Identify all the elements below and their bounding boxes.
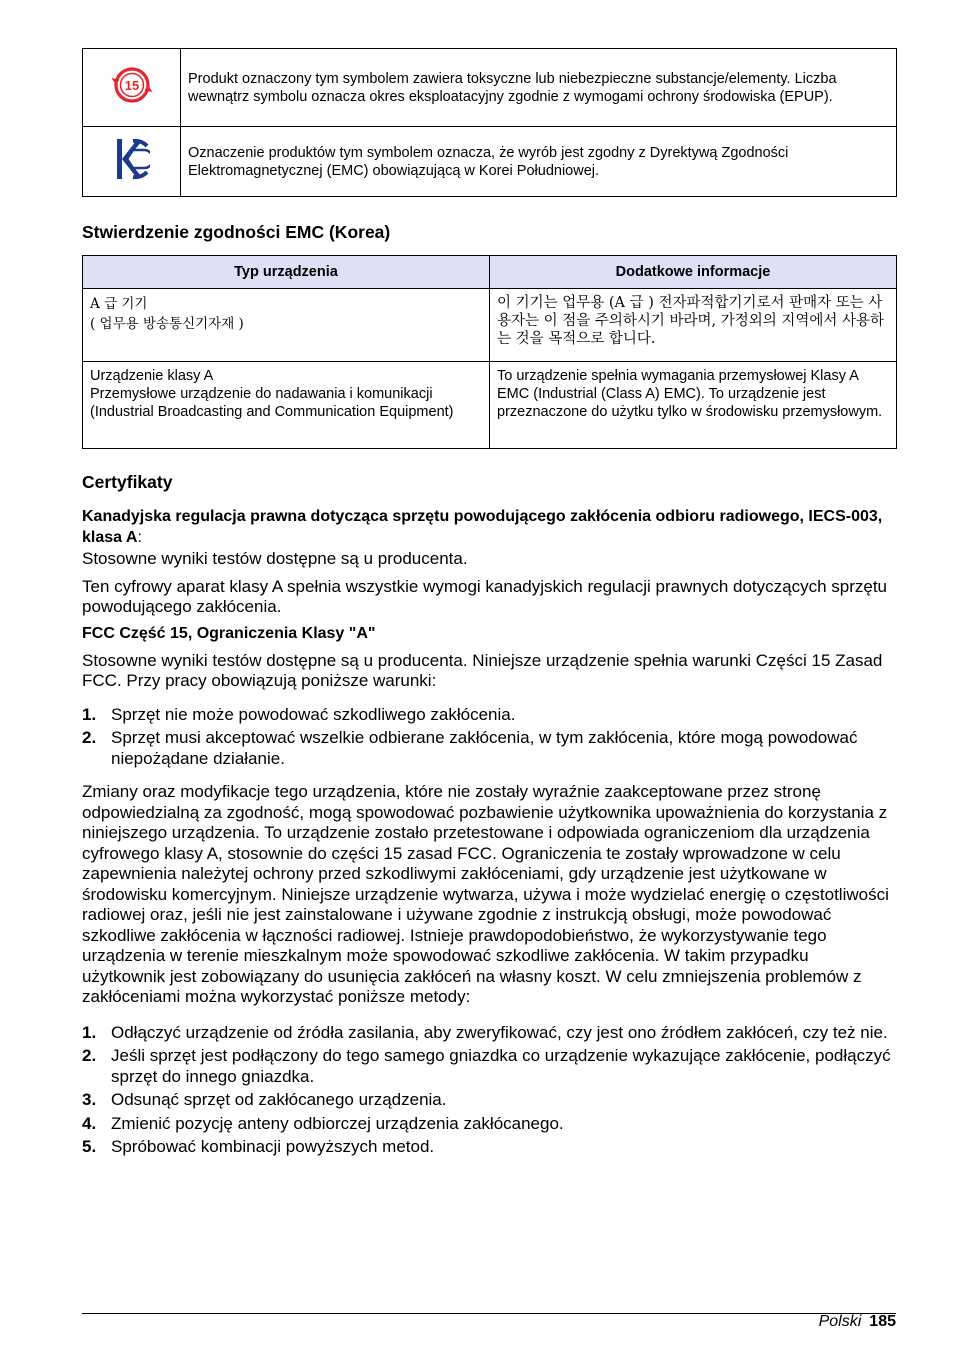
emc-table	[82, 255, 897, 449]
footer-divider	[82, 1313, 896, 1314]
canada-title	[82, 506, 896, 548]
device-type-line: Urządzenie klasy A	[90, 368, 214, 384]
list-number: 2.	[82, 1046, 97, 1065]
list-text: Odłączyć urządzenie od źródła zasilania, aby zweryfikować, czy jest ono źródłem zakłóceń, czy też nie.	[111, 1022, 888, 1042]
fcc-methods-list	[82, 1023, 896, 1158]
list-item	[82, 728, 896, 769]
section-title-cert: Certyfikaty	[82, 472, 173, 492]
list-text: Sprzęt nie może powodować szkodliwego zakłócenia.	[111, 704, 516, 724]
list-number: 2.	[82, 728, 97, 747]
symbols-table	[82, 48, 897, 197]
table-cell: To urządzenie spełnia wymagania przemysłowej Klasy A EMC (Industrial (Class A) EMC). To urządzenie jest przeznaczone do użytku tylko w środowisku przemysłowym.	[490, 362, 897, 449]
table-row	[83, 127, 897, 197]
canada-title-tail: :	[137, 529, 142, 546]
symbol-description: Produkt oznaczony tym symbolem zawiera toksyczne lub niebezpieczne substancje/elementy. Liczba wewnątrz symbolu oznacza okres eksploatacyjny zgodnie z wymogami ochrony środowiska (EPUP).	[181, 49, 897, 127]
list-item	[82, 705, 896, 726]
column-header: Typ urządzenia	[83, 256, 490, 289]
list-item	[82, 1090, 896, 1111]
table-cell: 이 기기는 업무용 (A 급 ) 전자파적합기기로서 판매자 또는 사용자는 이 점을 주의하시기 바라며, 가정외의 지역에서 사용하는 것을 목적으로 합니다.	[490, 289, 897, 362]
list-number: 3.	[82, 1090, 97, 1109]
list-number: 1.	[82, 704, 97, 724]
table-row	[83, 362, 897, 449]
list-number: 1.	[82, 1022, 97, 1042]
device-type-line: A 급 기기	[90, 296, 148, 312]
symbol-description: Oznaczenie produktów tym symbolem oznacza, że wyrób jest zgodny z Dyrektywą Zgodności Elektromagnetycznej (EMC) obowiązującą w Korei Południowej.	[181, 127, 897, 197]
symbol-cell	[83, 49, 181, 127]
kc-mark-icon	[114, 136, 150, 182]
list-item	[82, 1114, 896, 1135]
table-row	[83, 289, 897, 362]
document-page	[82, 48, 896, 1156]
epup-15-icon	[110, 63, 154, 107]
device-type-line: Przemysłowe urządzenie do nadawania i komunikacji (Industrial Broadcasting and Communication Equipment)	[90, 386, 454, 420]
list-text: Jeśli sprzęt jest podłączony do tego samego gniazdka co urządzenie wykazujące zakłócenie, podłączyć sprzęt do innego gniazdka.	[111, 1046, 891, 1086]
list-text: Spróbować kombinacji powyższych metod.	[111, 1137, 435, 1156]
epup-number: 15	[124, 78, 139, 93]
list-text: Zmienić pozycję anteny odbiorczej urządzenia zakłócanego.	[111, 1113, 564, 1133]
symbol-cell	[83, 127, 181, 197]
certificates-section	[82, 472, 896, 1161]
paragraph: Stosowne wyniki testów dostępne są u producenta.	[82, 549, 468, 568]
table-header-row	[83, 256, 897, 289]
paragraph: Zmiany oraz modyfikacje tego urządzenia, które nie zostały wyraźnie zaakceptowane przez stronę odpowiedzialną za zgodność, mogą spowodować pozbawienie użytkownika upoważnienia do korzystania z niniejszego urządzenia. To urządzenie zostało przetestowane i odpowiada ograniczeniom dla urządzenia cyfrowego klasy A, stosownie do części 15 zasad FCC. Ograniczenia te zostały wprowadzone w celu zapewnienia należytej ochrony przed szkodliwymi zakłóceniami, gdy urządzenie jest użytkowane w środowisku komercyjnym. Niniejsze urządzenie wytwarza, używa i może wydzielać energię o częstotliwości radiowej oraz, jeśli nie jest zainstalowane i używane zgodnie z instrukcją obsługi, może powodować szkodliwe zakłócenia w łączności radiowej. Istnieje prawdopodobieństwo, że wykorzystywanie tego urządzenia w terenie mieszkalnym może spowodować szkodliwe zakłócenia. W takim przypadku użytkownik jest zobowiązany do usunięcia zakłóceń na własny koszt. W celu zmniejszenia problemów z zakłóceniami można wykorzystać poniższe metody:	[82, 782, 889, 1006]
fcc-conditions-list	[82, 705, 896, 770]
list-item	[82, 1137, 896, 1158]
table-cell	[83, 362, 490, 449]
table-row	[83, 49, 897, 127]
list-item	[82, 1046, 896, 1087]
fcc-title: FCC Część 15, Ograniczenia Klasy "A"	[82, 624, 376, 642]
list-number: 5.	[82, 1137, 97, 1156]
paragraph: Stosowne wyniki testów dostępne są u producenta. Niniejsze urządzenie spełnia warunki Części 15 Zasad FCC. Przy pracy obowiązują poniższe warunki:	[82, 650, 883, 690]
page-number: 185	[869, 1313, 896, 1330]
device-type-line: ( 업무용 방송통신기자재 )	[90, 316, 244, 332]
paragraph: Ten cyfrowy aparat klasy A spełnia wszystkie wymogi kanadyjskich regulacji prawnych dotyczących sprzętu powodującego zakłócenia.	[82, 576, 888, 616]
list-number: 4.	[82, 1113, 97, 1133]
section-title-emc: Stwierdzenie zgodności EMC (Korea)	[82, 222, 391, 242]
list-text: Sprzęt musi akceptować wszelkie odbierane zakłócenia, w tym zakłócenia, które mogą powodować niepożądane działanie.	[111, 728, 858, 768]
page-footer	[819, 1313, 896, 1331]
column-header: Dodatkowe informacje	[490, 256, 897, 289]
table-cell	[83, 289, 490, 362]
list-item	[82, 1023, 896, 1044]
footer-language: Polski	[818, 1313, 862, 1330]
list-text: Odsunąć sprzęt od zakłócanego urządzenia.	[111, 1090, 447, 1109]
canada-title-bold: Kanadyjska regulacja prawna dotycząca sprzętu powodującego zakłócenia odbioru radiowego, IECS-003, klasa A	[82, 508, 883, 546]
